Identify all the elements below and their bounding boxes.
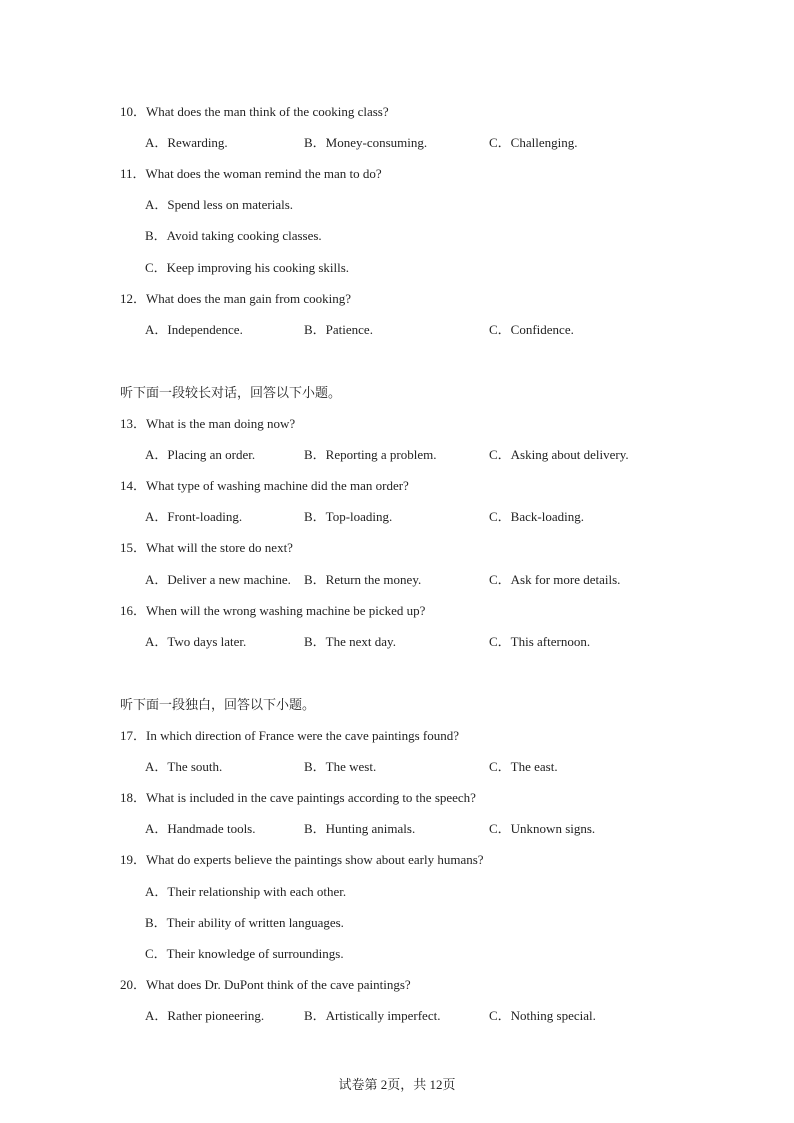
question-14: 14．What type of washing machine did the man order? — [120, 478, 409, 493]
option-b: B．Return the money. — [304, 572, 422, 587]
option-a: A．Placing an order. — [145, 447, 256, 462]
option-c: C．Keep improving his cooking skills. — [145, 260, 350, 275]
option-c: C．This afternoon. — [489, 634, 591, 649]
option-c: C．Nothing special. — [489, 1008, 596, 1023]
option-a: A．Rewarding. — [145, 135, 228, 150]
question-16: 16．When will the wrong washing machine be picked up? — [120, 603, 426, 618]
option-b: B．The west. — [304, 759, 377, 774]
option-a: A．Handmade tools. — [145, 821, 256, 836]
question-20: 20．What does Dr. DuPont think of the cave paintings? — [120, 977, 411, 992]
page-footer: 试卷第 2页，共 12页 — [338, 1077, 456, 1092]
option-a: A．Their relationship with each other. — [145, 884, 347, 899]
option-c: C．The east. — [489, 759, 558, 774]
option-c: C．Ask for more details. — [489, 572, 621, 587]
section-heading-monologue: 听下面一段独白，回答以下小题。 — [120, 697, 316, 712]
option-b: B．Their ability of written languages. — [145, 915, 344, 930]
question-18: 18．What is included in the cave paintings according to the speech? — [120, 790, 476, 805]
option-a: A．Spend less on materials. — [145, 197, 294, 212]
option-b: B．Top-loading. — [304, 509, 393, 524]
option-b: B．Patience. — [304, 322, 373, 337]
question-17: 17．In which direction of France were the cave paintings found? — [120, 728, 459, 743]
option-c: C．Challenging. — [489, 135, 578, 150]
option-c: C．Asking about delivery. — [489, 447, 629, 462]
question-19: 19．What do experts believe the paintings show about early humans? — [120, 852, 484, 867]
question-11: 11．What does the woman remind the man to do? — [120, 166, 382, 181]
question-13: 13．What is the man doing now? — [120, 416, 296, 431]
option-b: B．The next day. — [304, 634, 396, 649]
option-c: C．Confidence. — [489, 322, 574, 337]
option-c: C．Back-loading. — [489, 509, 584, 524]
option-a: A．Front-loading. — [145, 509, 243, 524]
section-heading-dialogue: 听下面一段较长对话，回答以下小题。 — [120, 385, 342, 400]
option-c: C．Unknown signs. — [489, 821, 596, 836]
question-10: 10．What does the man think of the cooking class? — [120, 104, 389, 119]
option-b: B．Avoid taking cooking classes. — [145, 228, 322, 243]
option-b: B．Money-consuming. — [304, 135, 428, 150]
option-a: A．Deliver a new machine. — [145, 572, 291, 587]
option-a: A．Independence. — [145, 322, 243, 337]
option-a: A．The south. — [145, 759, 223, 774]
option-a: A．Rather pioneering. — [145, 1008, 265, 1023]
option-b: B．Hunting animals. — [304, 821, 416, 836]
option-b: B．Artistically imperfect. — [304, 1008, 441, 1023]
question-12: 12．What does the man gain from cooking? — [120, 291, 352, 306]
option-a: A．Two days later. — [145, 634, 247, 649]
option-c: C．Their knowledge of surroundings. — [145, 946, 344, 961]
question-15: 15．What will the store do next? — [120, 540, 293, 555]
option-b: B．Reporting a problem. — [304, 447, 437, 462]
